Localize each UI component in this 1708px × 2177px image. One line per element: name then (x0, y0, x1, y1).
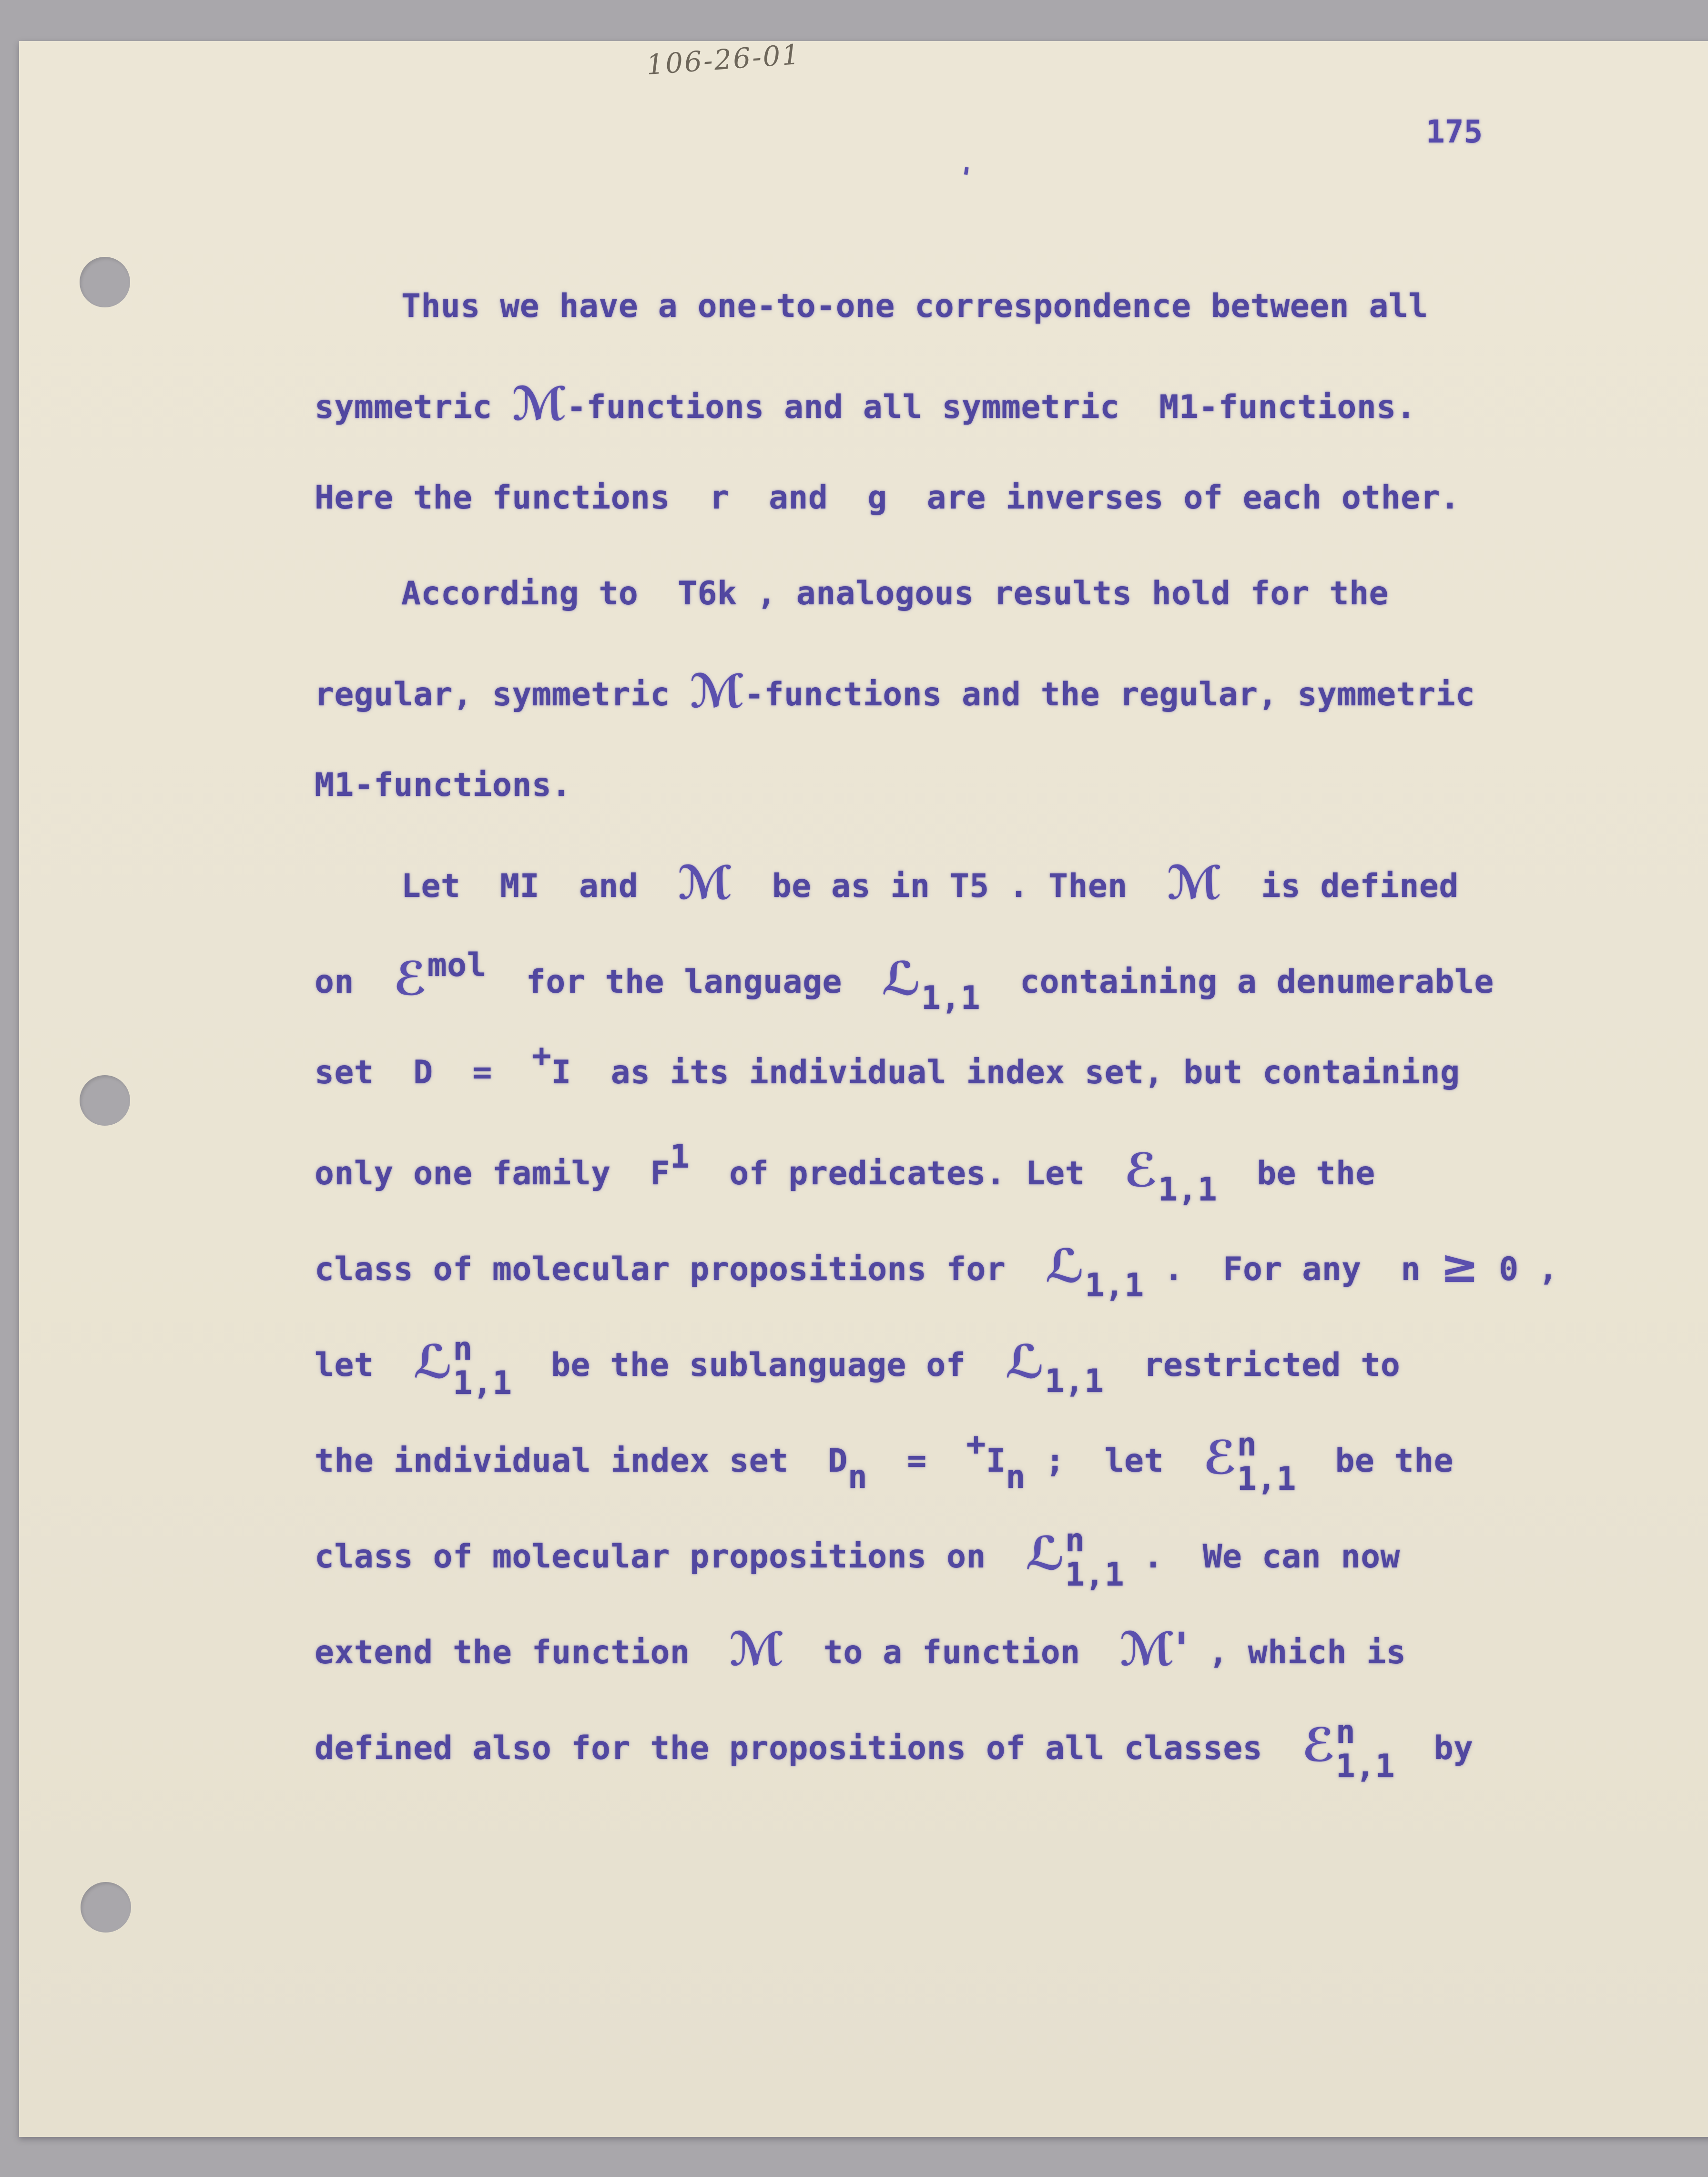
typed-line (315, 1599, 1558, 1695)
handwritten-script-letter: ≥ (1440, 1239, 1479, 1293)
typed-line (315, 833, 1558, 929)
typed-text: class of molecular propositions on (315, 1538, 1026, 1576)
handwritten-script-letter: ℒ (1005, 1334, 1045, 1389)
subscript-text: 1,1 (1085, 1267, 1144, 1304)
typed-text: extend the function (315, 1634, 730, 1671)
stray-ink-mark: ' (954, 160, 976, 195)
typed-line (315, 641, 1558, 737)
handwritten-script-letter: ℰ (1124, 1143, 1158, 1197)
typed-text: defined also for the propositions of all classes (315, 1729, 1302, 1767)
typed-text: Thus we have a one-to-one correspondence between all (401, 287, 1428, 325)
typed-line (315, 546, 1558, 641)
superscript-text: n (1065, 1522, 1085, 1560)
typed-text: is defined (1221, 867, 1459, 905)
subscript-text: n (847, 1458, 868, 1496)
typed-text-block (315, 258, 1558, 1791)
typed-text: be as in T5 . Then (732, 867, 1167, 905)
superscript-text: + (531, 1037, 552, 1075)
handwritten-script-letter: ℒ (881, 951, 922, 1006)
typed-text: class of molecular propositions for (315, 1251, 1046, 1288)
typed-line (315, 258, 1558, 354)
subscript-text: 1,1 (921, 979, 981, 1017)
hole-punch-top (80, 257, 130, 307)
typed-line (315, 1120, 1558, 1216)
superscript-subscript-stack (453, 1330, 512, 1402)
typed-line (315, 354, 1558, 450)
hole-punch-middle (80, 1075, 130, 1126)
typed-text: only one family F (315, 1155, 670, 1192)
typed-text: regular, symmetric (315, 676, 690, 713)
typed-text: Let MI and (401, 867, 678, 905)
superscript-subscript-stack (1335, 1713, 1395, 1785)
typed-text: for the language (487, 963, 882, 1001)
typed-line (315, 1408, 1558, 1504)
subscript-text: 1,1 (453, 1364, 512, 1402)
typed-text: ; let (1025, 1442, 1203, 1480)
typed-line (315, 1695, 1558, 1791)
typed-text: M1-functions. (315, 766, 571, 804)
superscript-subscript-stack (1065, 1522, 1125, 1594)
superscript-text: n (1335, 1713, 1356, 1751)
handwritten-script-letter: ℒ (413, 1334, 453, 1389)
typed-text: . We can now (1123, 1538, 1400, 1576)
typed-line (315, 1216, 1558, 1312)
handwritten-script-letter: ℰ (393, 951, 427, 1006)
hole-punch-bottom (81, 1882, 131, 1933)
typed-line (315, 1504, 1558, 1599)
handwritten-script-letter: ℒ (1025, 1526, 1066, 1580)
handwritten-script-letter: ℒ (1045, 1239, 1085, 1293)
typed-text: -functions and the regular, symmetric (744, 676, 1475, 713)
page-number: 175 (1426, 113, 1483, 150)
typed-line (315, 1025, 1558, 1120)
typed-text: on (315, 963, 394, 1001)
typed-text: set D = (315, 1054, 532, 1091)
typed-text: = (867, 1442, 966, 1480)
typed-text: symmetric (315, 388, 512, 426)
typed-text: , which is (1189, 1634, 1406, 1671)
typed-text: restricted to (1104, 1346, 1401, 1384)
handwritten-script-letter: ℳ' (1119, 1622, 1189, 1676)
typed-text: of predicates. Let (690, 1155, 1125, 1192)
typed-text: I (986, 1442, 1006, 1480)
handwritten-script-letter: ℳ (1167, 855, 1222, 910)
typed-text: According to T6k , analogous results hold for the (401, 575, 1389, 612)
handwritten-script-letter: ℳ (729, 1622, 784, 1676)
handwritten-script-letter: ℳ (690, 664, 745, 718)
typed-text: -functions and all symmetric M1-functions. (567, 388, 1416, 426)
superscript-text: mol (427, 946, 487, 984)
typed-text: let (315, 1346, 414, 1384)
typed-line (315, 1312, 1558, 1408)
typed-line (315, 929, 1558, 1025)
handwritten-script-letter: ℰ (1301, 1718, 1336, 1772)
superscript-subscript-stack (1237, 1426, 1297, 1498)
typed-text: containing a denumerable (980, 963, 1494, 1001)
handwritten-script-letter: ℳ (512, 376, 567, 431)
subscript-text: 1,1 (1065, 1556, 1125, 1594)
superscript-text: n (1237, 1426, 1257, 1464)
subscript-text: n (1006, 1458, 1026, 1496)
typed-text: by (1394, 1729, 1474, 1767)
typed-text: be the (1217, 1155, 1375, 1192)
subscript-text: 1,1 (1158, 1171, 1218, 1209)
typed-text: . For any n (1144, 1251, 1441, 1288)
typed-text: be the sublanguage of (511, 1346, 1006, 1384)
pencil-annotation: 106-26-01 (645, 38, 802, 81)
handwritten-script-letter: ℳ (678, 855, 732, 910)
handwritten-script-letter: ℰ (1203, 1430, 1237, 1485)
typed-text: I as its individual index set, but containing (551, 1054, 1460, 1091)
typed-line (315, 450, 1558, 546)
subscript-text: 1,1 (1335, 1747, 1395, 1785)
typed-text: the individual index set D (315, 1442, 848, 1480)
subscript-text: 1,1 (1237, 1460, 1297, 1498)
typed-text: 0 , (1479, 1251, 1558, 1288)
typed-text: Here the functions r and g are inverses of each other. (315, 479, 1460, 517)
subscript-text: 1,1 (1045, 1363, 1104, 1400)
superscript-text: n (453, 1330, 473, 1368)
typed-text: be the (1295, 1442, 1454, 1480)
typed-text: to a function (784, 1634, 1120, 1671)
superscript-text: 1 (670, 1138, 690, 1176)
superscript-text: + (966, 1425, 986, 1463)
typed-line (315, 737, 1558, 833)
